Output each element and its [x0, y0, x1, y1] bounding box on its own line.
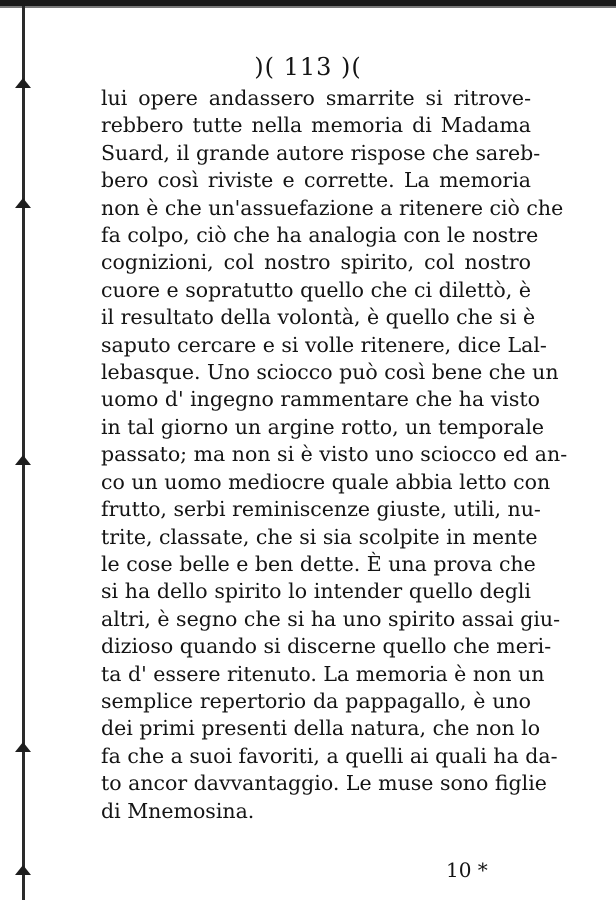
text-line: cuore e sopratutto quello che ci dilettò, è — [101, 277, 531, 302]
text-line: il resultato della volontà, è quello che si è — [101, 305, 536, 330]
text-line: trite, classate, che si sia scolpite in mente — [101, 524, 538, 549]
text-line: bero così riviste e corrette. La memoria — [101, 168, 531, 193]
text-line: in tal giorno un argine rotto, un temporale — [101, 414, 545, 439]
text-line: frutto, serbi reminiscenze giuste, utili, nu- — [101, 497, 541, 522]
text-line: to ancor davvantaggio. Le muse sono figlie — [101, 771, 547, 796]
text-line: saputo cercare e si volle ritenere, dice Lal- — [101, 332, 547, 357]
text-line: rebbero tutte nella memoria di Madama — [101, 113, 531, 138]
text-line: uomo d' ingegno rammentare che ha visto — [101, 387, 540, 412]
text-line: dei primi presenti della natura, che non lo — [101, 716, 541, 741]
text-line: co un uomo mediocre quale abbia letto con — [101, 469, 551, 494]
text-line: semplice repertorio da pappagallo, è uno — [101, 688, 531, 713]
text-line: non è che un'assuefazione a ritenere ciò che — [101, 195, 564, 220]
binding-thread — [22, 6, 25, 900]
binding-stitch — [15, 865, 31, 875]
text-line: si ha dello spirito lo intender quello degli — [101, 579, 531, 604]
text-line: lebasque. Uno sciocco può così bene che un — [101, 360, 559, 385]
text-line: cognizioni, col nostro spirito, col nostro — [101, 250, 531, 275]
text-line: fa colpo, ciò che ha analogia con le nostre — [101, 223, 539, 248]
text-line: ta d' essere ritenuto. La memoria è non un — [101, 661, 545, 686]
body-text — [101, 85, 568, 825]
text-line: fa che a suoi favoriti, a quelli ai quali ha da- — [101, 743, 558, 768]
text-line: passato; ma non si è visto uno sciocco ed an- — [101, 442, 568, 467]
text-line: di Mnemosina. — [101, 798, 255, 823]
binding-stitch — [15, 198, 31, 208]
text-line: altri, è segno che si ha uno spirito assai giu- — [101, 606, 561, 631]
binding-stitch — [15, 742, 31, 752]
text-line: dizioso quando si discerne quello che meri- — [101, 634, 552, 659]
binding-stitch — [15, 455, 31, 465]
page-header: )( 113 )( — [254, 53, 362, 81]
signature-mark: 10 * — [446, 858, 488, 882]
text-line: Suard, il grande autore rispose che sareb- — [101, 140, 541, 165]
top-border-shadow — [0, 6, 616, 8]
text-line: lui opere andassero smarrite si ritrove- — [101, 86, 531, 110]
text-line: le cose belle e ben dette. È una prova che — [101, 551, 536, 576]
